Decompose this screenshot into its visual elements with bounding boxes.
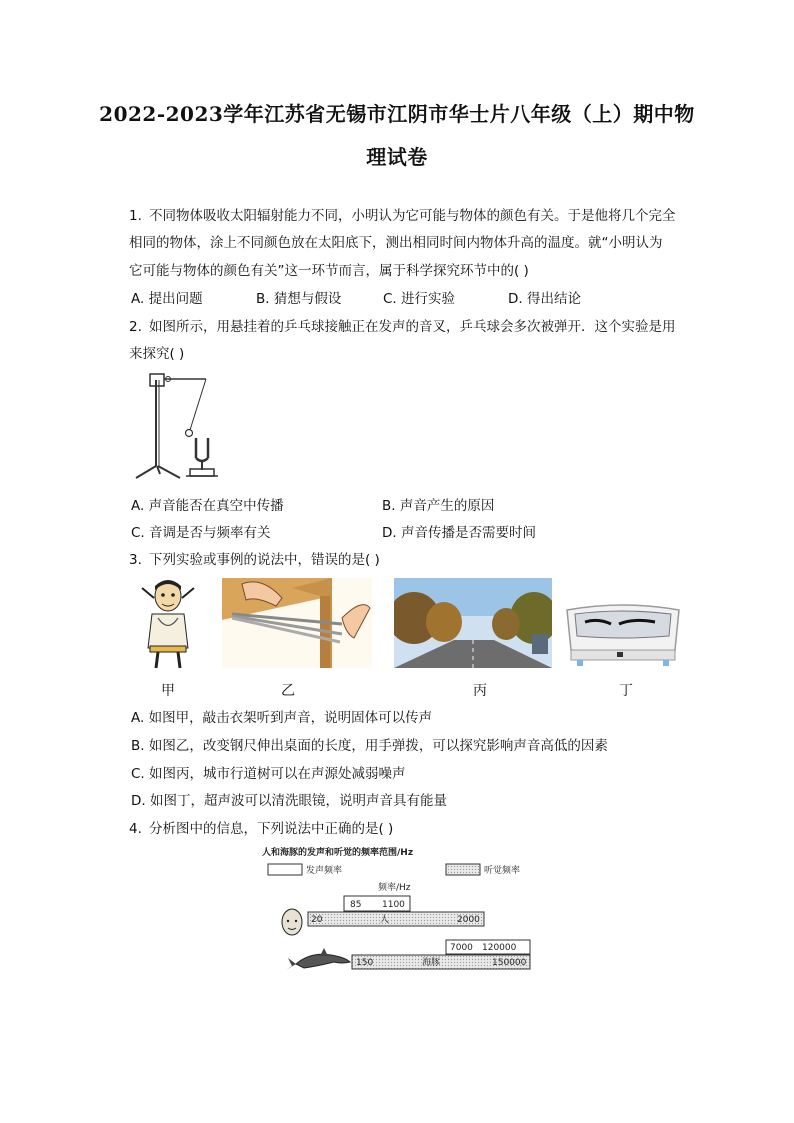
q3-number: 3. [129,552,142,568]
caption-ding: 丁 [619,683,633,699]
caption-jia: 甲 [161,683,175,699]
figure-ding-cleaner [563,600,683,670]
q1-option-c: C. 进行实验 [383,291,456,307]
dolphin-icon [286,948,350,970]
q4-number: 4. [129,821,142,837]
axis-label: 频率/Hz [378,883,411,893]
q3-option-c: C. 如图丙，城市行道树可以在声源处减弱噪声 [131,766,406,782]
q1-option-d: D. 得出结论 [508,291,581,307]
frequency-range-figure [258,844,534,970]
figure-yi-ruler [222,578,372,668]
tuning-fork-figure [128,366,228,484]
dolphin-label: 海豚 [422,958,441,968]
q4-line-1: 4. 分析图中的信息，下列说法中正确的是( ) [129,821,394,837]
q3-line-1: 3. 下列实验或事例的说法中，错误的是( ) [129,552,380,568]
q2-number: 2. [129,319,142,335]
q1-number: 1. [129,208,142,224]
human-emit-high: 1100 [382,900,405,910]
figure-bing-road [394,578,552,668]
human-hear-high: 2000 [457,915,480,925]
dolphin-emit-low: 7000 [450,943,473,953]
q3-option-b: B. 如图乙，改变钢尺伸出桌面的长度，用手弹拨，可以探究影响声音高低的因素 [131,738,608,754]
human-label: 人 [380,915,390,925]
q2-line-1: 2. 如图所示，用悬挂着的乒乓球接触正在发声的音叉，乒乓球会多次被弹开．这个实验是用 [129,319,676,335]
dolphin-emit-high: 120000 [482,943,517,953]
q1-line-1: 1. 不同物体吸收太阳辐射能力不同，小明认为它可能与物体的颜色有关。于是他将几个完全 [129,208,676,224]
human-emit-low: 85 [350,900,362,910]
caption-yi: 乙 [281,683,295,699]
q3-option-d: D. 如图丁，超声波可以清洗眼镜，说明声音具有能量 [131,793,447,809]
q1-option-b: B. 猜想与假设 [256,291,342,307]
legend-emit: 发声频率 [306,866,343,876]
human-hear-low: 20 [311,915,323,925]
q2-option-b: B. 声音产生的原因 [382,498,495,514]
human-face-icon [282,909,302,935]
q2-line-2: 来探究( ) [129,346,185,362]
caption-bing: 丙 [473,683,487,699]
q2-option-c: C. 音调是否与频率有关 [131,525,271,541]
title-line-2: 理试卷 [366,145,428,169]
q3-option-a: A. 如图甲，敲击衣架听到声音，说明固体可以传声 [131,710,433,726]
legend-hear: 听觉频率 [484,866,521,876]
figure-heading: 人和海豚的发声和听觉的频率范围/Hz [262,848,414,858]
q2-option-a: A. 声音能否在真空中传播 [131,498,284,514]
q1-line-2: 相同的物体，涂上不同颜色放在太阳底下，测出相同时间内物体升高的温度。就“小明认为 [129,235,663,251]
dolphin-hear-high: 150000 [492,958,527,968]
q1-option-a: A. 提出问题 [131,291,203,307]
q1-line-3: 它可能与物体的颜色有关”这一环节而言，属于科学探究环节中的( ) [129,263,529,279]
figure-jia-person [132,578,204,668]
q2-option-d: D. 声音传播是否需要时间 [382,525,536,541]
title-line-1: 2022-2023学年江苏省无锡市江阴市华士片八年级（上）期中物 [99,102,695,126]
dolphin-hear-low: 150 [356,958,374,968]
